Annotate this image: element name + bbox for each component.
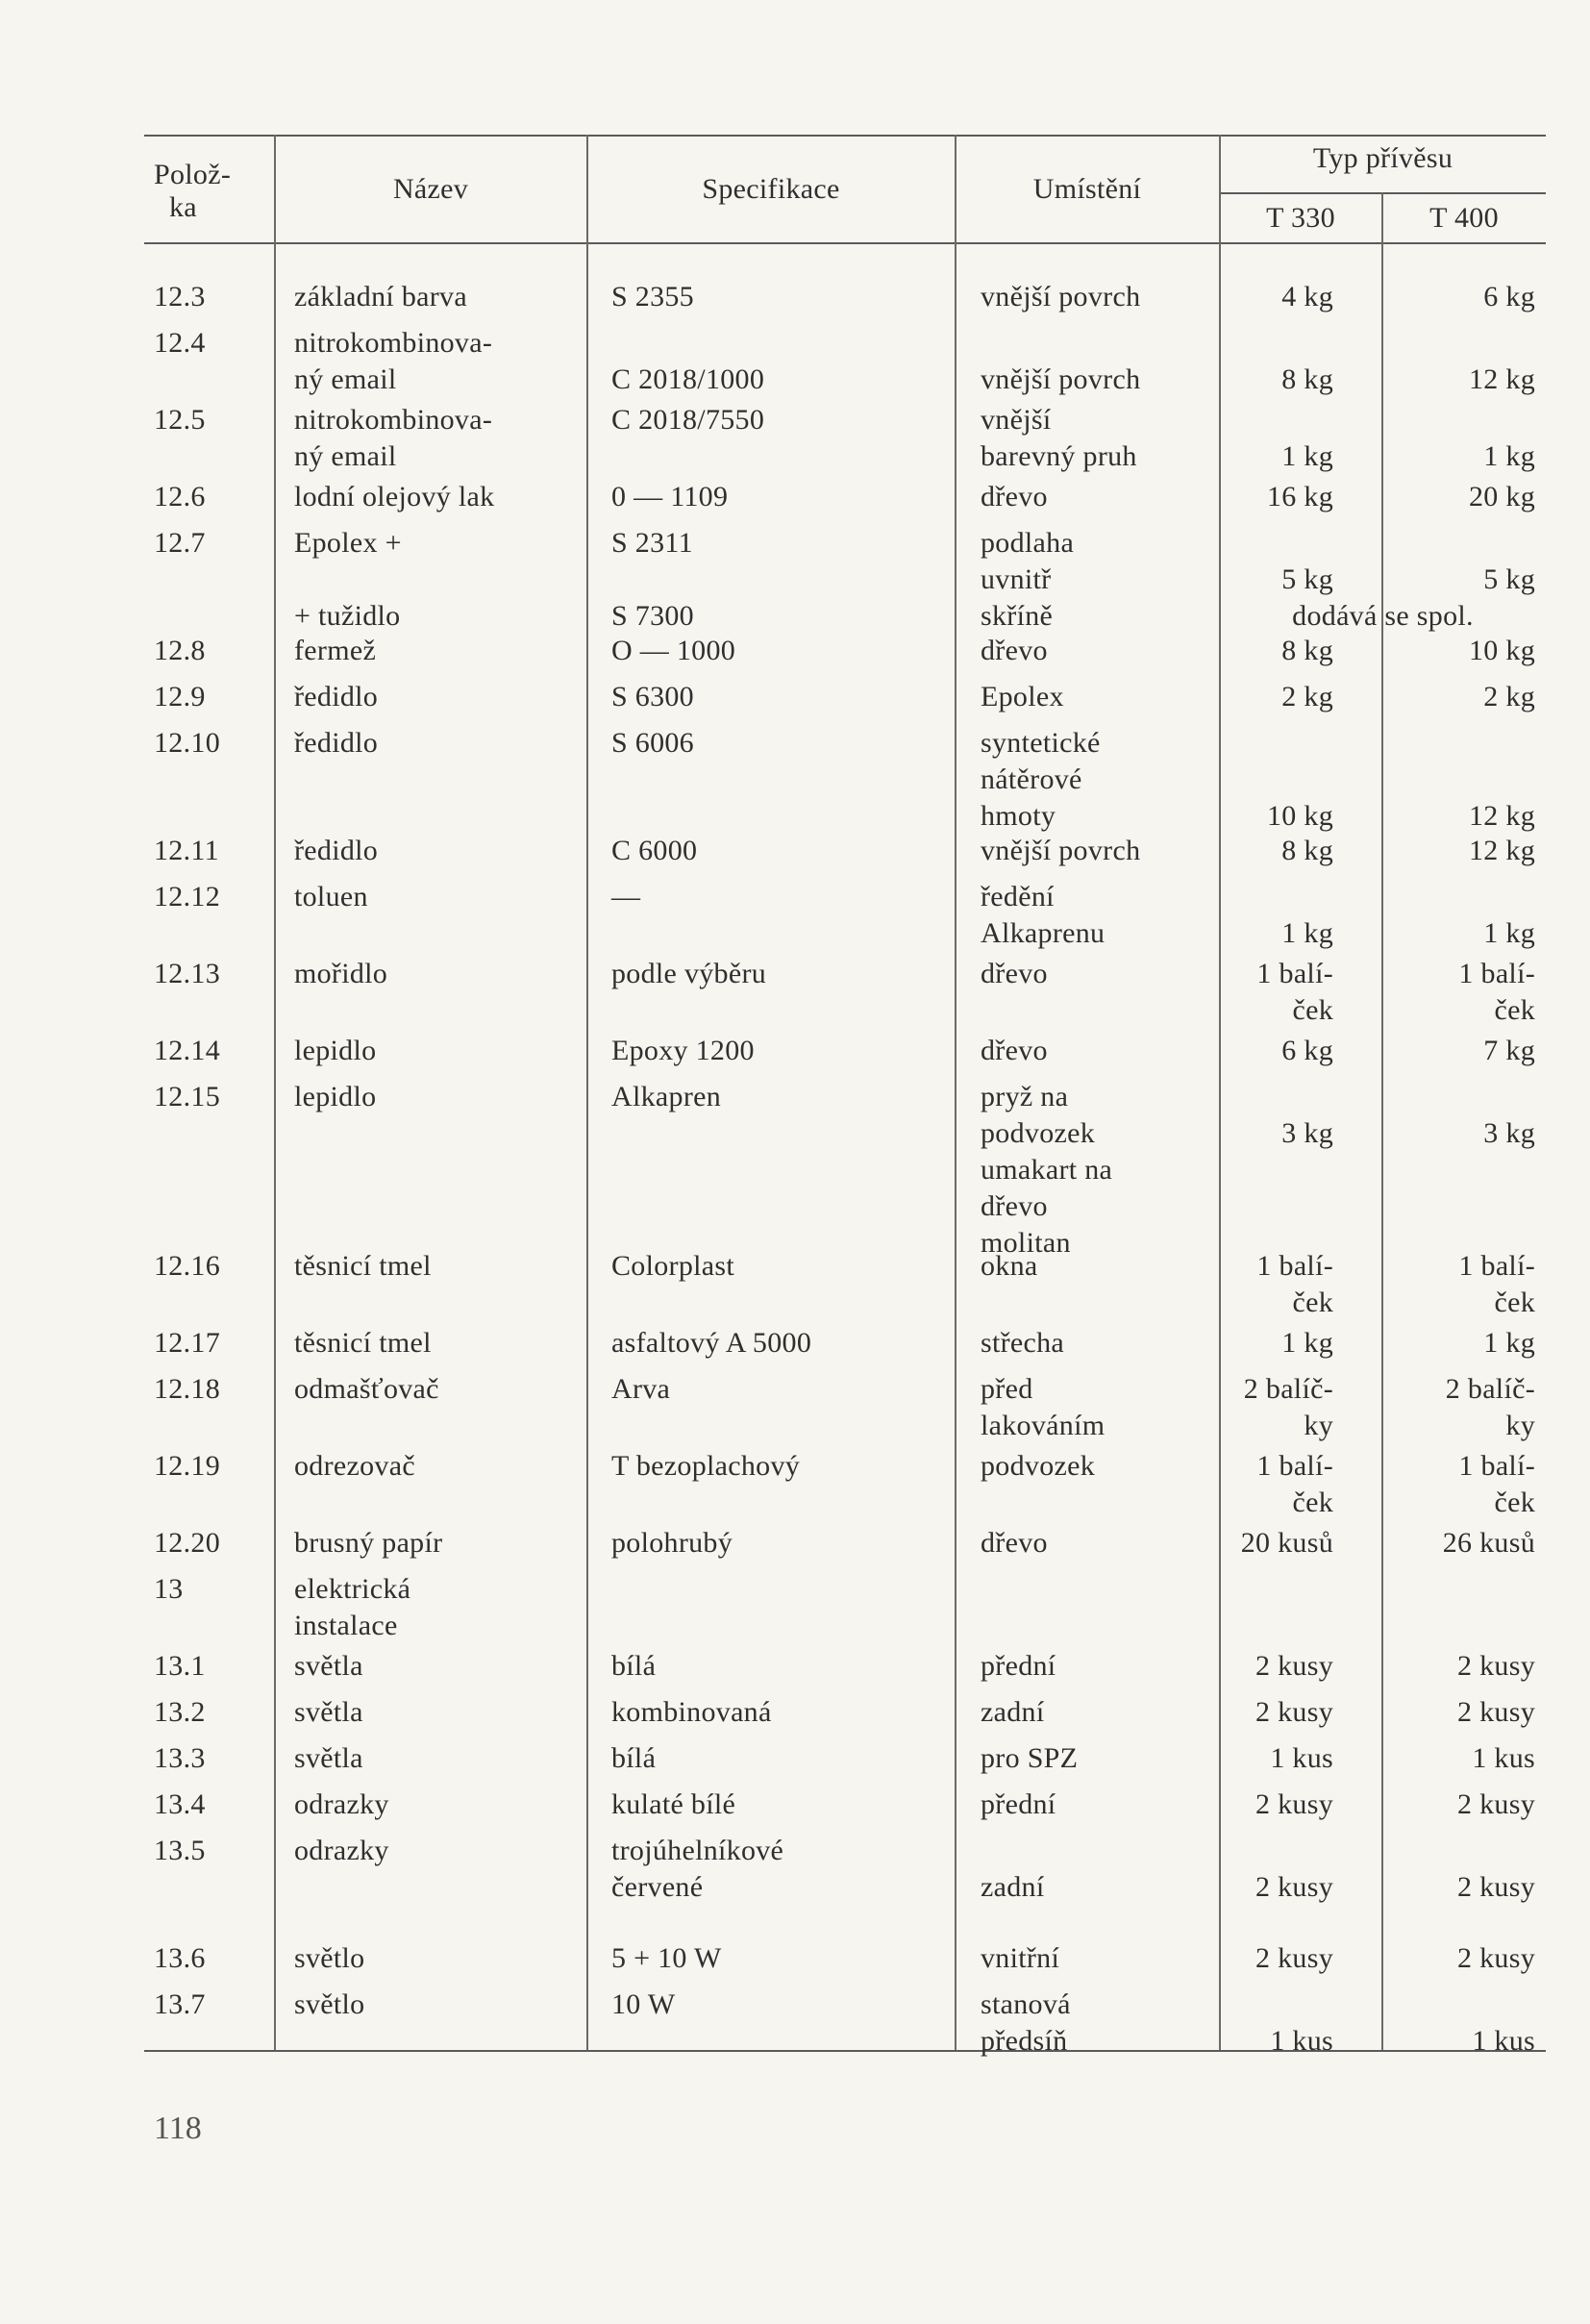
cell-umist: skříně [981,600,1054,632]
cell-t400: 2 kusy [1457,1696,1535,1728]
cell-nazev: těsnicí tmel [294,1327,432,1359]
cell-t330: 8 kg [1281,363,1333,395]
cell-umist: vnější [981,404,1052,436]
cell-t400: 20 kg [1469,481,1535,512]
cell-polozka: 12.11 [154,835,219,866]
cell-polozka: 13.6 [154,1942,206,1974]
cell-t400: 6 kg [1483,281,1535,312]
cell-umist: hmoty [981,800,1056,832]
cell-spec: Colorplast [611,1250,734,1282]
cell-t400: ček [1494,1287,1535,1318]
cell-polozka: 12.6 [154,481,206,512]
cell-umist: vnitřní [981,1942,1060,1974]
cell-t400: 1 kg [1483,1327,1535,1359]
col-divider-4 [1219,135,1221,2050]
cell-polozka: 13.7 [154,1988,206,2020]
cell-spec: 5 + 10 W [611,1942,722,1974]
cell-nazev: nitrokombinova- [294,327,493,359]
col-divider-2 [586,135,588,2050]
cell-t400: ky [1505,1410,1535,1441]
cell-nazev: světlo [294,1942,365,1974]
cell-umist: přední [981,1650,1056,1682]
cell-umist: přední [981,1788,1056,1820]
cell-t400: 2 kusy [1457,1650,1535,1682]
cell-nazev: odrazky [294,1788,389,1820]
cell-polozka: 12.20 [154,1527,220,1559]
cell-polozka: 13.4 [154,1788,206,1820]
cell-spec: S 7300 [611,600,694,632]
cell-umist: pro SPZ [981,1742,1079,1774]
cell-umist: stanová [981,1988,1071,2020]
cell-polozka: 12.12 [154,881,220,912]
cell-t400: ček [1494,994,1535,1026]
header-bottom-rule [144,242,1546,244]
col-divider-5 [1381,192,1383,2050]
cell-umist: barevný pruh [981,440,1137,472]
cell-t330: 2 balíč- [1243,1373,1333,1405]
cell-umist: střecha [981,1327,1065,1359]
cell-spec: Alkapren [611,1081,722,1112]
cell-t400: 1 kus [1472,1742,1535,1774]
cell-spec: S 6006 [611,727,694,759]
cell-umist: zadní [981,1696,1045,1728]
cell-nazev: světlo [294,1988,365,2020]
cell-polozka: 12.13 [154,958,220,989]
cell-t400: 2 kusy [1457,1942,1535,1974]
cell-spanned-note: dodává se spol. [1292,600,1474,632]
header-t400: T 400 [1429,202,1499,234]
cell-t400: 7 kg [1483,1035,1535,1066]
cell-t330: 2 kusy [1255,1871,1333,1903]
cell-polozka: 12.5 [154,404,206,436]
cell-spec: — [611,881,641,912]
cell-nazev: odrezovač [294,1450,415,1482]
cell-t330: 1 kg [1281,917,1333,949]
cell-spec: T bezoplachový [611,1450,801,1482]
cell-t400: 1 kg [1483,440,1535,472]
cell-polozka: 12.14 [154,1035,220,1066]
cell-t330: 3 kg [1281,1117,1333,1149]
cell-polozka: 12.15 [154,1081,220,1112]
col-divider-3 [955,135,956,2050]
cell-polozka: 12.4 [154,327,206,359]
cell-t400: 12 kg [1469,363,1535,395]
cell-umist: ředění [981,881,1055,912]
cell-t400: 2 kusy [1457,1788,1535,1820]
cell-nazev: lepidlo [294,1035,377,1066]
cell-nazev: elektrická [294,1573,411,1605]
cell-t330: 1 kg [1281,1327,1333,1359]
cell-polozka: 12.7 [154,527,206,559]
cell-polozka: 13 [154,1573,184,1605]
cell-nazev: ředidlo [294,727,379,759]
cell-umist: syntetické [981,727,1101,759]
cell-spec: Arva [611,1373,671,1405]
cell-spec: S 2355 [611,281,694,312]
cell-t330: 2 kusy [1255,1696,1333,1728]
cell-t400: 26 kusů [1442,1527,1535,1559]
cell-umist: dřevo [981,481,1048,512]
cell-spec: C 2018/1000 [611,363,765,395]
cell-t330: 8 kg [1281,635,1333,666]
table-top-rule [144,135,1546,137]
cell-t400: ček [1494,1487,1535,1518]
cell-umist: předsíň [981,2025,1068,2057]
cell-t330: 8 kg [1281,835,1333,866]
cell-polozka: 12.10 [154,727,220,759]
cell-nazev: toluen [294,881,368,912]
header-typ-privesu: Typ přívěsu [1312,142,1453,174]
cell-t330: 20 kusů [1240,1527,1333,1559]
cell-t330: 1 balí- [1256,1450,1333,1482]
cell-t330: ček [1292,1287,1333,1318]
cell-umist: dřevo [981,958,1048,989]
cell-nazev: ný email [294,440,397,472]
cell-umist: vnější povrch [981,835,1141,866]
cell-t330: 1 kg [1281,440,1333,472]
cell-nazev: odmašťovač [294,1373,439,1405]
cell-spec: O — 1000 [611,635,736,666]
cell-spec: červené [611,1871,704,1903]
cell-umist: lakováním [981,1410,1106,1441]
cell-t330: 1 balí- [1256,958,1333,989]
cell-t330: ky [1304,1410,1333,1441]
cell-t330: 2 kg [1281,681,1333,712]
cell-nazev: světla [294,1650,363,1682]
cell-polozka: 12.17 [154,1327,220,1359]
cell-t400: 1 kg [1483,917,1535,949]
cell-polozka: 12.8 [154,635,206,666]
cell-t400: 12 kg [1469,800,1535,832]
cell-umist: dřevo [981,1527,1048,1559]
cell-polozka: 12.18 [154,1373,220,1405]
cell-t400: 5 kg [1483,563,1535,595]
cell-umist: uvnitř [981,563,1052,595]
cell-spec: C 2018/7550 [611,404,765,436]
cell-spec: 10 W [611,1988,676,2020]
cell-umist: molitan [981,1227,1071,1259]
cell-umist: pryž na [981,1081,1069,1112]
cell-nazev: ředidlo [294,681,379,712]
header-umisteni: Umístění [1032,173,1142,205]
cell-t400: 2 kusy [1457,1871,1535,1903]
cell-umist: umakart na [981,1154,1113,1186]
cell-polozka: 12.16 [154,1250,220,1282]
cell-polozka: 13.1 [154,1650,206,1682]
cell-t330: 2 kusy [1255,1650,1333,1682]
cell-umist: podvozek [981,1450,1096,1482]
cell-umist: Alkaprenu [981,917,1106,949]
cell-t330: 2 kusy [1255,1788,1333,1820]
cell-nazev: lodní olejový lak [294,481,495,512]
cell-t400: 12 kg [1469,835,1535,866]
cell-nazev: Epolex + [294,527,402,559]
cell-t330: 5 kg [1281,563,1333,595]
cell-umist: vnější povrch [981,281,1141,312]
cell-t400: 2 balíč- [1445,1373,1535,1405]
cell-spec: podle výběru [611,958,767,989]
cell-spec: polohrubý [611,1527,733,1559]
cell-nazev: ný email [294,363,397,395]
cell-spec: kombinovaná [611,1696,772,1728]
cell-polozka: 13.3 [154,1742,206,1774]
cell-polozka: 12.19 [154,1450,220,1482]
cell-t330: 6 kg [1281,1035,1333,1066]
cell-t330: 4 kg [1281,281,1333,312]
cell-polozka: 13.2 [154,1696,206,1728]
cell-t400: 1 kus [1472,2025,1535,2057]
cell-t330: 2 kusy [1255,1942,1333,1974]
cell-spec: bílá [611,1650,657,1682]
cell-spec: S 6300 [611,681,694,712]
cell-t330: ček [1292,1487,1333,1518]
cell-polozka: 12.3 [154,281,206,312]
cell-umist: vnější povrch [981,363,1141,395]
cell-spec: S 2311 [611,527,693,559]
cell-t330: ček [1292,994,1333,1026]
cell-polozka: 13.5 [154,1835,206,1866]
cell-t330: 1 kus [1270,2025,1333,2057]
cell-t330: 16 kg [1267,481,1333,512]
header-t330: T 330 [1266,202,1335,234]
cell-nazev: brusný papír [294,1527,443,1559]
header-polozka-1: Polož- [154,159,232,190]
cell-nazev: lepidlo [294,1081,377,1112]
col-divider-1 [274,135,276,2050]
cell-nazev: světla [294,1742,363,1774]
header-specifikace: Specifikace [702,173,840,205]
cell-spec: 0 — 1109 [611,481,729,512]
cell-nazev: odrazky [294,1835,389,1866]
cell-polozka: 12.9 [154,681,206,712]
cell-t330: 1 kus [1270,1742,1333,1774]
header-nazev: Název [392,173,469,205]
cell-umist: dřevo [981,635,1048,666]
cell-umist: podlaha [981,527,1075,559]
table-bottom-rule [144,2050,1546,2052]
cell-umist: okna [981,1250,1038,1282]
cell-spec: kulaté bílé [611,1788,736,1820]
cell-umist: dřevo [981,1035,1048,1066]
cell-t400: 1 balí- [1458,958,1535,989]
cell-spec: bílá [611,1742,657,1774]
cell-nazev: + tužidlo [294,600,401,632]
cell-nazev: mořidlo [294,958,388,989]
cell-umist: dřevo [981,1190,1048,1222]
cell-t400: 2 kg [1483,681,1535,712]
cell-t400: 1 balí- [1458,1250,1535,1282]
cell-nazev: základní barva [294,281,467,312]
cell-nazev: těsnicí tmel [294,1250,432,1282]
cell-t400: 10 kg [1469,635,1535,666]
cell-umist: nátěrové [981,763,1082,795]
cell-nazev: instalace [294,1610,398,1641]
cell-t400: 3 kg [1483,1117,1535,1149]
header-polozka-2: ka [169,191,197,223]
cell-umist: zadní [981,1871,1045,1903]
cell-nazev: světla [294,1696,363,1728]
cell-nazev: ředidlo [294,835,379,866]
page-number: 118 [154,2111,202,2146]
cell-t330: 1 balí- [1256,1250,1333,1282]
cell-umist: před [981,1373,1033,1405]
cell-t400: 1 balí- [1458,1450,1535,1482]
cell-t330: 10 kg [1267,800,1333,832]
cell-umist: Epolex [981,681,1064,712]
cell-spec: Epoxy 1200 [611,1035,755,1066]
cell-spec: asfaltový A 5000 [611,1327,812,1359]
cell-nazev: nitrokombinova- [294,404,493,436]
cell-umist: podvozek [981,1117,1096,1149]
cell-spec: C 6000 [611,835,698,866]
cell-spec: trojúhelníkové [611,1835,784,1866]
cell-nazev: fermež [294,635,377,666]
